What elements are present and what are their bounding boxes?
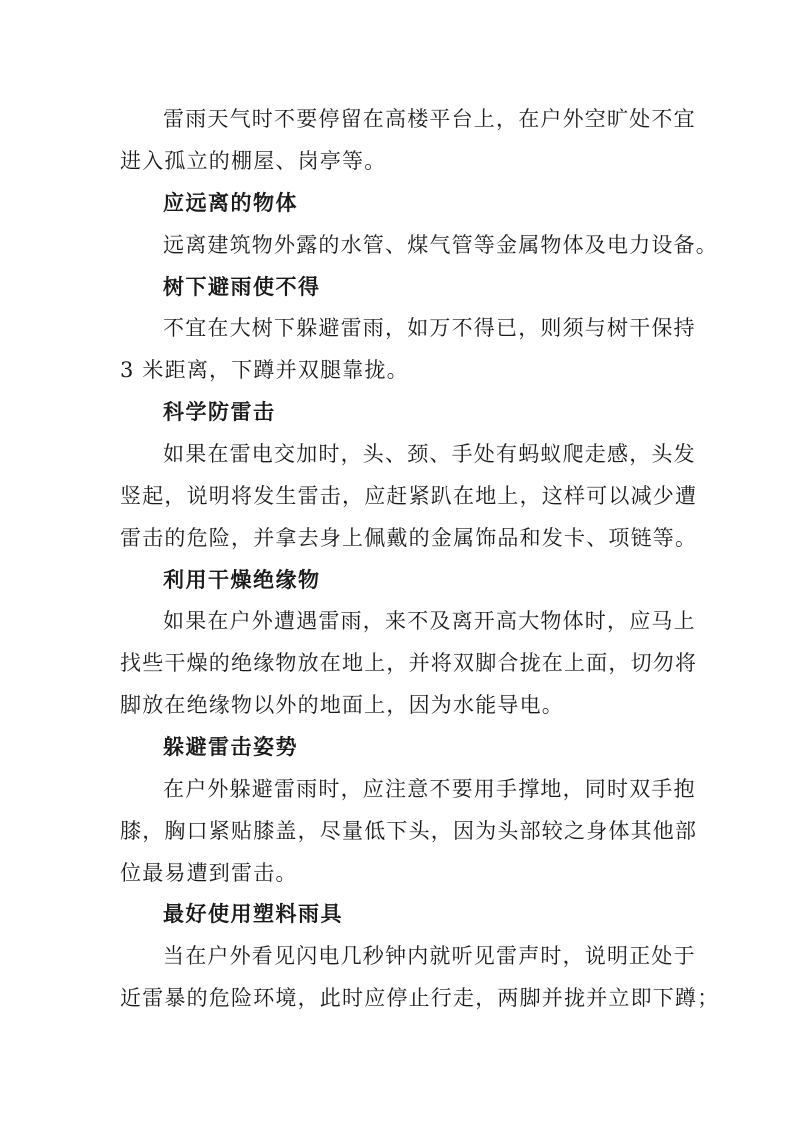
section-heading: 树下避雨使不得 <box>163 274 321 299</box>
paragraph-line: 竖起，说明将发生雷击，应赶紧趴在地上，这样可以减少遭 <box>120 484 698 508</box>
paragraph-line: 位最易遭到雷击。 <box>120 861 298 885</box>
paragraph-line: 找些干燥的绝缘物放在地上，并将双脚合拢在上面，切勿将 <box>120 651 698 675</box>
paragraph-line: 不宜在大树下躲避雷雨，如万不得已，则须与树干保持 <box>163 316 696 340</box>
paragraph-line: 3 米距离，下蹲并双腿靠拢。 <box>120 358 409 382</box>
section-heading: 利用干燥绝缘物 <box>163 567 321 592</box>
section-heading: 科学防雷击 <box>163 399 276 424</box>
paragraph-line: 远离建筑物外露的水管、煤气管等金属物体及电力设备。 <box>163 233 718 257</box>
paragraph-line: 进入孤立的棚屋、岗亭等。 <box>120 149 387 173</box>
paragraph-line: 如果在户外遭遇雷雨，来不及离开高大物体时，应马上 <box>163 609 696 633</box>
paragraph-line: 近雷暴的危险环境，此时应停止行走，两脚并拢并立即下蹲； <box>120 986 720 1010</box>
paragraph-line: 雷雨天气时不要停留在高楼平台上，在户外空旷处不宜 <box>163 107 696 131</box>
paragraph-line: 膝，胸口紧贴膝盖，尽量低下头，因为头部较之身体其他部 <box>120 819 698 843</box>
section-heading: 应远离的物体 <box>163 190 298 215</box>
paragraph-line: 雷击的危险，并拿去身上佩戴的金属饰品和发卡、项链等。 <box>120 526 698 550</box>
paragraph-line: 在户外躲避雷雨时，应注意不要用手撑地，同时双手抱 <box>163 777 696 801</box>
paragraph-line: 脚放在绝缘物以外的地面上，因为水能导电。 <box>120 693 564 717</box>
section-heading: 最好使用塑料雨具 <box>163 901 343 926</box>
paragraph-line: 当在户外看见闪电几秒钟内就听见雷声时，说明正处于 <box>163 944 696 968</box>
paragraph-line: 如果在雷电交加时，头、颈、手处有蚂蚁爬走感，头发 <box>163 442 696 466</box>
section-heading: 躲避雷击姿势 <box>163 734 298 759</box>
